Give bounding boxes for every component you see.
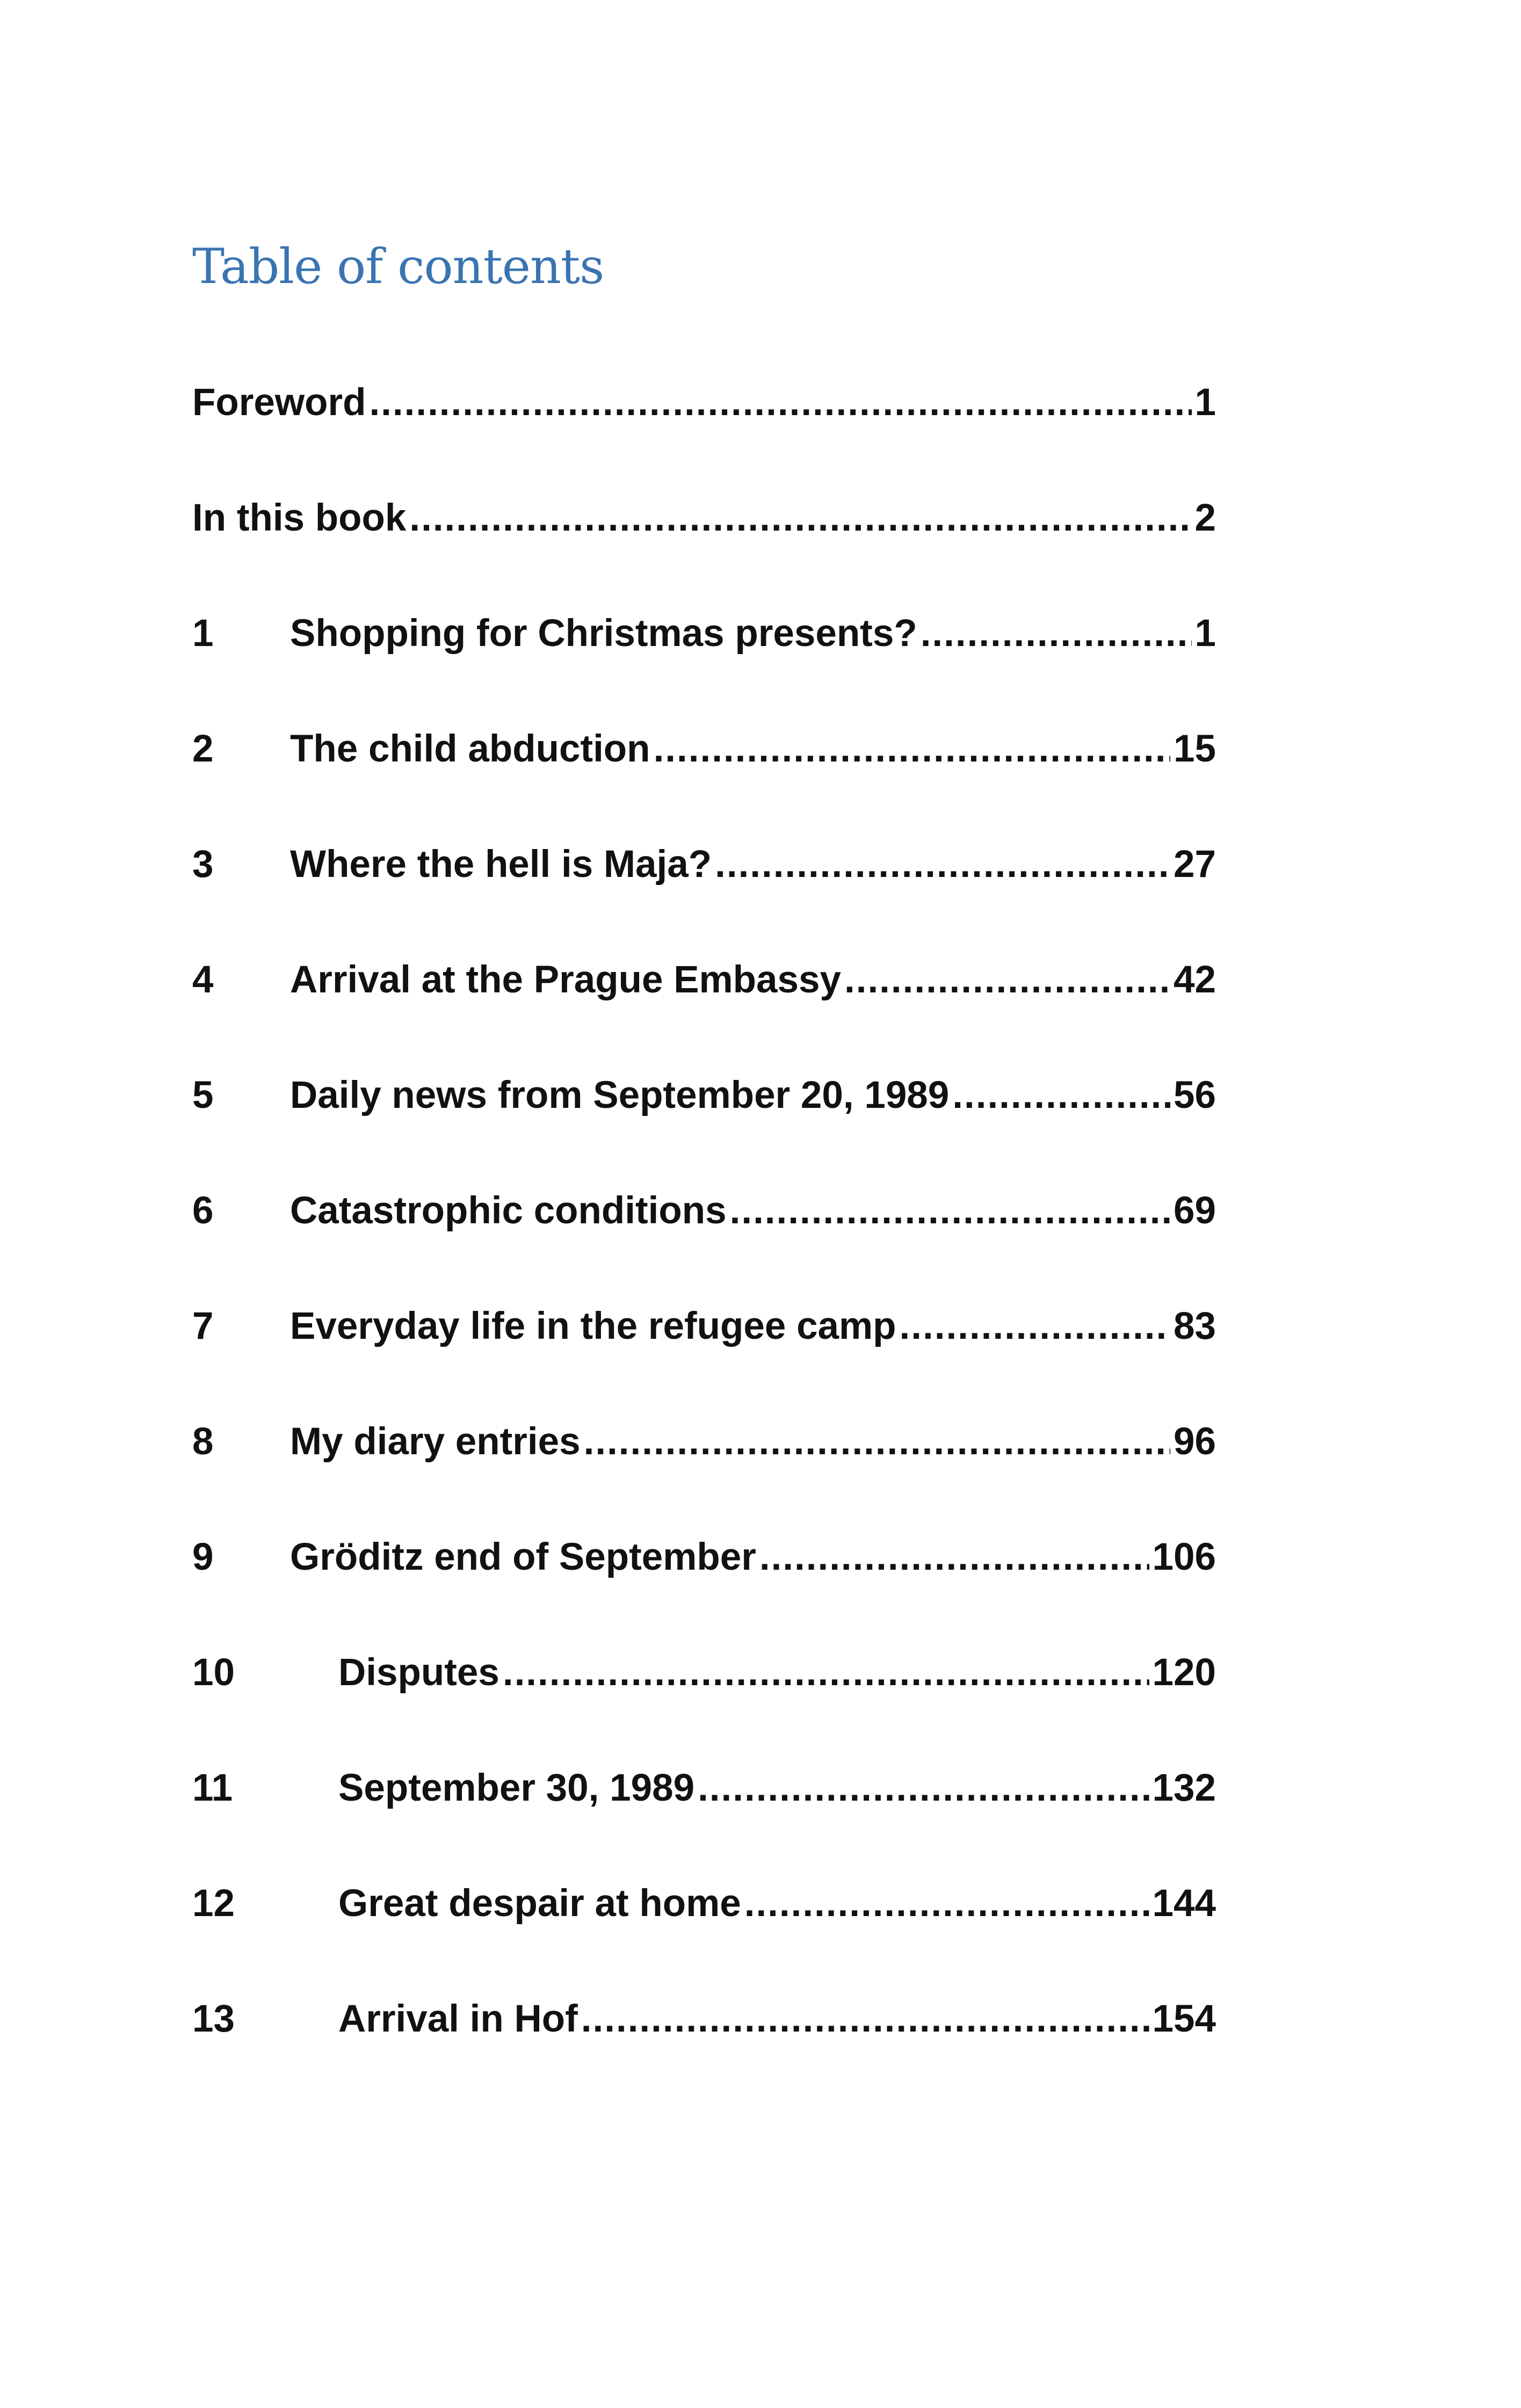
toc-entry-chapter-6[interactable] (192, 1184, 1216, 1300)
toc-entry-number: 6 (192, 1190, 214, 1232)
toc-entry-page: 144 (1152, 1882, 1216, 1925)
page-title: Table of contents (192, 238, 604, 295)
dot-leader (654, 722, 1170, 776)
toc-entry-page: 120 (1152, 1651, 1216, 1694)
toc-entry-title: Shopping for Christmas presents? (290, 612, 917, 655)
toc-entry-number: 2 (192, 728, 214, 770)
toc-entry-chapter-9[interactable] (192, 1531, 1216, 1646)
toc-entry-title: Catastrophic conditions (290, 1190, 727, 1232)
toc-list (192, 376, 1216, 2108)
toc-entry-title: In this book (192, 497, 407, 539)
toc-entry-page: 106 (1152, 1536, 1216, 1578)
toc-entry-page: 42 (1174, 959, 1216, 1001)
dot-leader (730, 1184, 1170, 1238)
toc-entry-page: 2 (1194, 497, 1216, 539)
toc-entry-chapter-8[interactable] (192, 1415, 1216, 1531)
toc-entry-page: 69 (1174, 1190, 1216, 1232)
dot-leader (921, 607, 1192, 661)
dot-leader (900, 1300, 1170, 1353)
dot-leader (698, 1761, 1149, 1815)
toc-entry-title: Arrival at the Prague Embassy (290, 959, 841, 1001)
toc-entry-chapter-2[interactable] (192, 722, 1216, 838)
toc-entry-page: 132 (1152, 1767, 1216, 1809)
toc-entry-page: 15 (1174, 728, 1216, 770)
toc-entry-number: 5 (192, 1074, 214, 1116)
toc-entry-page: 96 (1174, 1420, 1216, 1463)
toc-entry-page: 154 (1152, 1998, 1216, 2040)
dot-leader (503, 1646, 1149, 1700)
toc-entry-title: Daily news from September 20, 1989 (290, 1074, 950, 1116)
toc-entry-number: 7 (192, 1305, 214, 1347)
toc-entry-title: Great despair at home (338, 1882, 741, 1925)
toc-entry-chapter-3[interactable] (192, 838, 1216, 953)
toc-entry-chapter-12[interactable] (192, 1877, 1216, 1992)
dot-leader (409, 491, 1191, 545)
toc-entry-number: 3 (192, 843, 214, 886)
dot-leader (584, 1415, 1170, 1469)
toc-entry-page: 83 (1174, 1305, 1216, 1347)
toc-entry-number: 10 (192, 1651, 235, 1694)
toc-entry-title: September 30, 1989 (338, 1767, 695, 1809)
toc-entry-number: 8 (192, 1420, 214, 1463)
toc-entry-chapter-5[interactable] (192, 1069, 1216, 1184)
toc-entry-chapter-1[interactable] (192, 607, 1216, 722)
dot-leader (952, 1069, 1170, 1122)
toc-entry-title: Everyday life in the refugee camp (290, 1305, 896, 1347)
toc-entry-page: 1 (1194, 381, 1216, 424)
toc-entry-title: Where the hell is Maja? (290, 843, 712, 886)
toc-entry-page: 1 (1194, 612, 1216, 655)
toc-entry-title: Arrival in Hof (338, 1998, 578, 2040)
dot-leader (369, 376, 1191, 430)
toc-entry-number: 1 (192, 612, 214, 655)
toc-entry-page: 27 (1174, 843, 1216, 886)
toc-entry-page: 56 (1174, 1074, 1216, 1116)
toc-entry-number: 9 (192, 1536, 214, 1578)
toc-entry-in-this-book[interactable] (192, 491, 1216, 607)
toc-entry-chapter-11[interactable] (192, 1761, 1216, 1877)
toc-entry-title: Gröditz end of September (290, 1536, 756, 1578)
toc-entry-number: 12 (192, 1882, 235, 1925)
dot-leader (759, 1531, 1149, 1584)
toc-entry-number: 13 (192, 1998, 235, 2040)
dot-leader (844, 953, 1170, 1007)
toc-entry-title: My diary entries (290, 1420, 581, 1463)
toc-entry-title: Foreword (192, 381, 366, 424)
toc-entry-foreword[interactable] (192, 376, 1216, 491)
toc-entry-chapter-7[interactable] (192, 1300, 1216, 1415)
dot-leader (744, 1877, 1149, 1931)
toc-entry-number: 11 (192, 1767, 233, 1809)
dot-leader (581, 1992, 1149, 2046)
toc-entry-title: The child abduction (290, 728, 650, 770)
toc-entry-title: Disputes (338, 1651, 499, 1694)
toc-entry-chapter-13[interactable] (192, 1992, 1216, 2108)
toc-entry-chapter-4[interactable] (192, 953, 1216, 1069)
toc-entry-chapter-10[interactable] (192, 1646, 1216, 1761)
toc-entry-number: 4 (192, 959, 214, 1001)
dot-leader (715, 838, 1170, 891)
